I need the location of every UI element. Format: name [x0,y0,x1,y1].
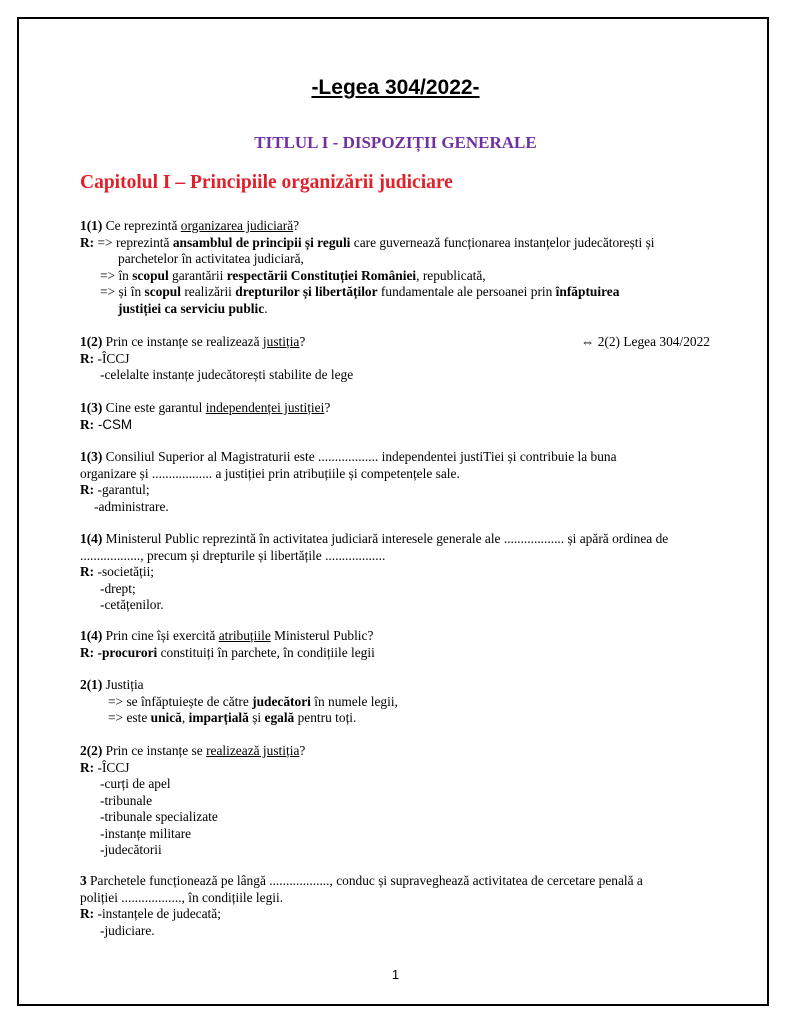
answer-line: => în scopul garantării respectării Constituției României, republicată, [100,267,486,283]
answer-line: -cetățenilor. [100,597,164,612]
list-item: -judecătorii [100,842,162,857]
question-1-1 [80,218,720,317]
answer-line: R: -procurori constituiți în parchete, în condițiile legii [80,644,375,660]
list-item: -instanțe militare [100,825,192,841]
answer-line: => se înfăptuiește de către judecători în numele legii, [108,693,398,709]
question-line: .................., precum și drepturile și libertățile .................. [80,547,386,563]
question-line: 1(3) Cine este garantul independenței justiției? [80,400,331,415]
document-title: -Legea 304/2022- [311,76,480,99]
list-item: -tribunale specializate [100,809,218,824]
answer-line: R: -CSM [80,416,133,432]
answer-line: -administrare. [94,498,169,514]
answer-line: -judiciare. [100,922,155,938]
article-2-1 [80,677,720,727]
answer-line: -celelalte instanțe judecătorești stabilite de lege [100,367,354,382]
question-1-3-fill [80,449,720,515]
question-line: 1(3) Consiliul Superior al Magistraturii este .................. independentei justiTiei și contribuie la buna [80,449,617,464]
question-line: 1(1) Ce reprezintă organizarea judiciară? [80,218,300,233]
answer-line: R: -ÎCCJ [80,350,130,366]
question-line: 2(2) Prin ce instanțe se realizează justiția? [80,743,306,758]
answer-line: R: -garantul; [80,482,150,497]
question-line: 3 Parchetele funcționează pe lângă .................., conduc și supraveghează activitatea de cercetare penală a [80,873,643,888]
answer-line: R: => reprezintă ansamblul de principii și reguli care guvernează funcționarea instanțelor judecătorești și [80,234,655,250]
capitol-heading: Capitolul I – Principiile organizării judiciare [80,172,453,193]
page-number: 1 [391,967,400,982]
question-line: poliției .................., în condițiile legii. [80,889,284,905]
answer-line: => este unică, imparțială și egală pentru toți. [108,710,357,725]
question-line: 1(2) Prin ce instanțe se realizează justiția? ⇔ 2(2) Legea 304/2022 [80,334,710,349]
answer-line: => și în scopul realizării drepturilor și libertăților fundamentale ale persoanei prin înfăptuirea [100,284,620,299]
question-line: 1(4) Ministerul Public reprezintă în activitatea judiciară interesele generale ale .................. și apără ordinea de [80,531,669,546]
question-1-4 [80,628,720,661]
answer-line: parchetelor în activitatea judiciară, [118,251,304,266]
question-1-3 [80,400,720,433]
article-3-fill [80,873,720,939]
question-line: organizare și .................. a justiției prin atribuțiile și competențele sale. [80,465,460,481]
titlul-heading: TITLUL I - DISPOZIȚII GENERALE [254,133,537,152]
answer-line: -drept; [100,580,136,596]
question-1-2 [80,334,720,384]
question-line: 2(1) Justiția [80,677,144,692]
answer-line: R: -ÎCCJ [80,759,130,775]
question-1-4-fill [80,531,720,614]
answer-line: R: -instanțele de judecată; [80,906,221,921]
cross-reference: ⇔ 2(2) Legea 304/2022 [580,334,710,349]
answer-line: justiției ca serviciu public. [118,300,268,316]
list-item: -curți de apel [100,776,171,791]
list-item: -tribunale [100,792,153,808]
answer-line: R: -societății; [80,564,155,579]
question-2-2 [80,743,720,859]
question-line: 1(4) Prin cine își exercită atribuțiile Ministerul Public? [80,628,374,643]
